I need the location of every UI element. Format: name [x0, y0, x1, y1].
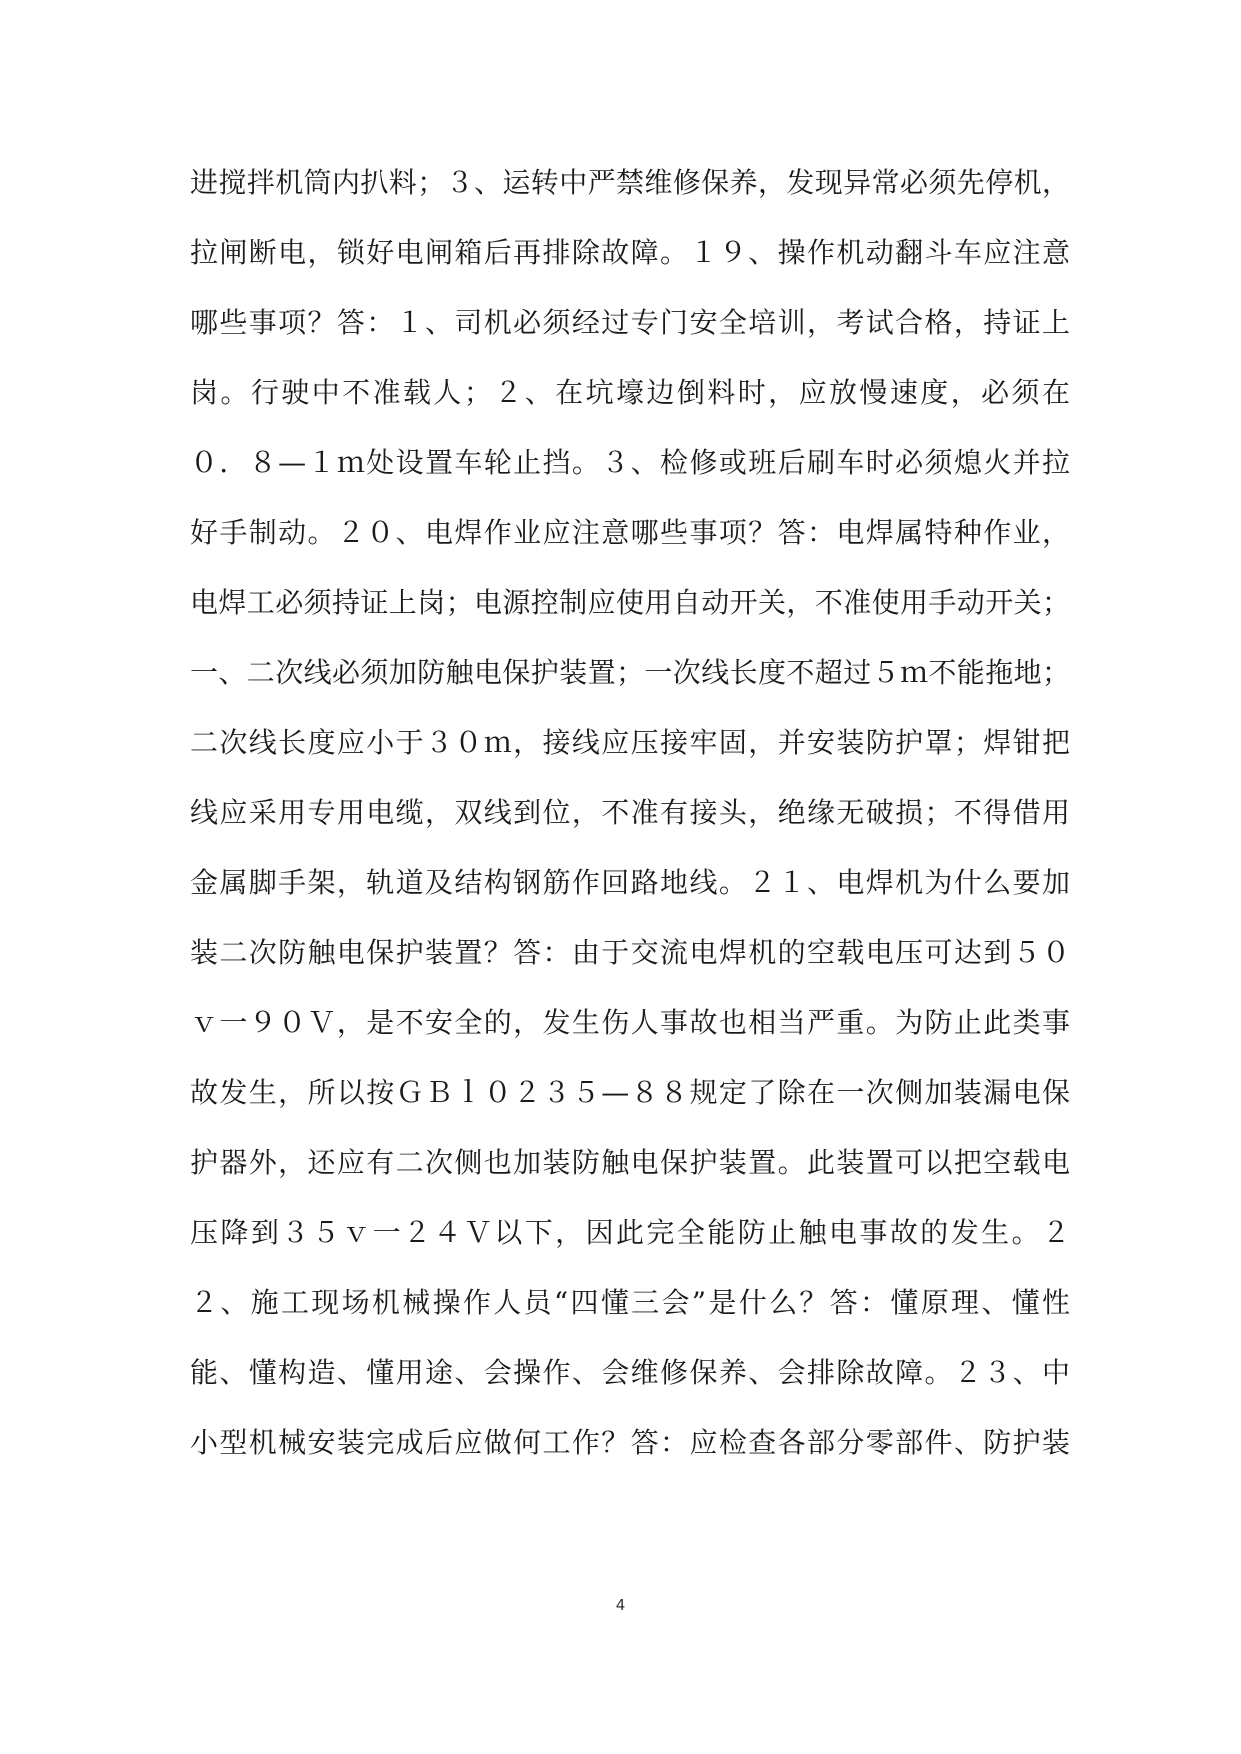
text-line: 线应采用专用电缆，双线到位，不准有接头，绝缘无破损；不得借用 — [190, 796, 1070, 829]
text-line: 护器外，还应有二次侧也加装防触电保护装置。此装置可以把空载电 — [190, 1146, 1070, 1179]
text-line: 金属脚手架，轨道及结构钢筋作回路地线。２１、电焊机为什么要加 — [190, 866, 1070, 899]
text-line: 装二次防触电保护装置？答：由于交流电焊机的空载电压可达到５０ — [190, 936, 1070, 969]
text-line: ０．８—１ｍ处设置车轮止挡。３、检修或班后刷车时必须熄火并拉 — [190, 446, 1070, 479]
text-line: 小型机械安装完成后应做何工作？答：应检查各部分零部件、防护装 — [190, 1426, 1070, 1459]
body-text — [190, 148, 1070, 1478]
text-line: 进搅拌机筒内扒料；３、运转中严禁维修保养，发现异常必须先停机， — [190, 166, 1070, 199]
text-line: 能、懂构造、懂用途、会操作、会维修保养、会排除故障。２３、中 — [190, 1356, 1070, 1389]
text-line: ２、施工现场机械操作人员“四懂三会”是什么？答：懂原理、懂性 — [190, 1286, 1070, 1319]
text-line: 好手制动。２０、电焊作业应注意哪些事项？答：电焊属特种作业， — [190, 516, 1070, 549]
text-line: 故发生，所以按ＧＢｌ０２３５—８８规定了除在一次侧加装漏电保 — [190, 1076, 1070, 1109]
text-line: 二次线长度应小于３０ｍ，接线应压接牢固，并安装防护罩；焊钳把 — [190, 726, 1070, 759]
text-line: 哪些事项？答：１、司机必须经过专门安全培训，考试合格，持证上 — [190, 306, 1070, 339]
text-line: 压降到３５ｖ一２４Ｖ以下，因此完全能防止触电事故的发生。２ — [190, 1216, 1070, 1249]
text-line: 一、二次线必须加防触电保护装置；一次线长度不超过５ｍ不能拖地； — [190, 656, 1070, 689]
text-line: 岗。行驶中不准载人；２、在坑壕边倒料时，应放慢速度，必须在 — [190, 376, 1070, 409]
page-number: 4 — [615, 1596, 626, 1614]
text-line: ｖ一９０Ｖ，是不安全的，发生伤人事故也相当严重。为防止此类事 — [190, 1006, 1070, 1039]
text-line: 电焊工必须持证上岗；电源控制应使用自动开关，不准使用手动开关； — [190, 586, 1070, 619]
text-line: 拉闸断电，锁好电闸箱后再排除故障。１９、操作机动翻斗车应注意 — [190, 236, 1070, 269]
